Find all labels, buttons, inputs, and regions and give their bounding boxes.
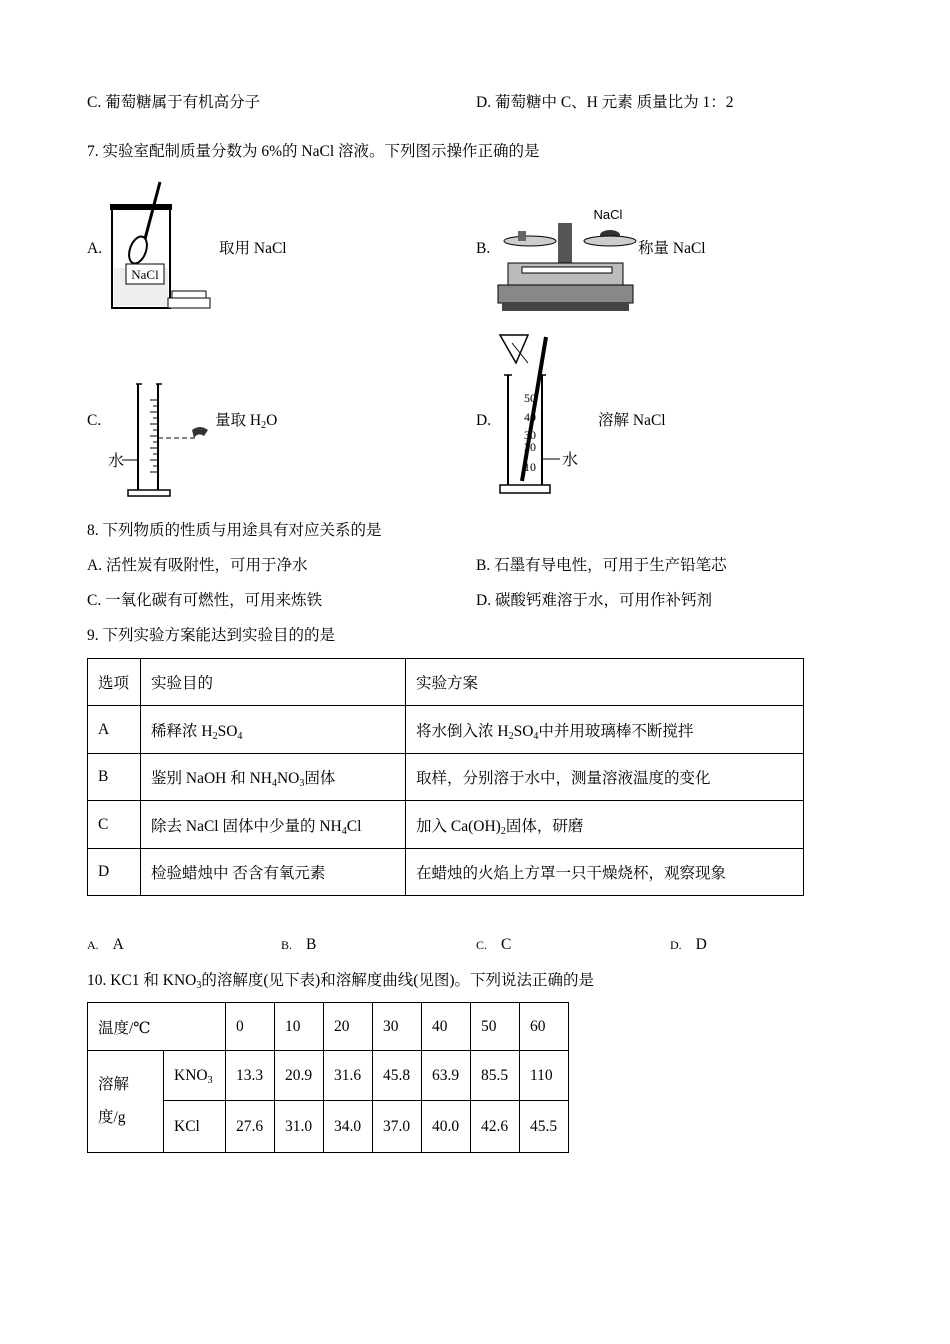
q7-d-tick-40: 40 bbox=[524, 410, 536, 424]
q7-c-graduated-cylinder-figure bbox=[108, 380, 218, 500]
q7-d-tick-50: 50 bbox=[524, 391, 536, 405]
table-header-row bbox=[88, 659, 804, 706]
q8-option-b: B. 石墨有导电性，可用于生产铅笔芯 bbox=[476, 557, 727, 574]
q7-c-water-label: 水 bbox=[108, 453, 125, 470]
q7-d-tick-20: 20 bbox=[524, 440, 536, 454]
q10-kno3-value: 13.3 bbox=[226, 1051, 275, 1101]
q10-temp-60: 60 bbox=[520, 1003, 569, 1051]
q10-temp-40: 40 bbox=[422, 1003, 471, 1051]
q7-c-caption: 量取 $H_2O$ bbox=[215, 412, 278, 431]
q10-solubility-table bbox=[87, 1002, 569, 1153]
q10-kno3-value: 63.9 bbox=[422, 1051, 471, 1101]
q7-d-water-label: 水 bbox=[562, 452, 579, 469]
q10-kcl-value: 45.5 bbox=[520, 1101, 569, 1153]
q6-option-c: C. 葡萄糖属于有机高分子 bbox=[87, 94, 261, 111]
table-header-row bbox=[88, 1003, 569, 1051]
q9-header-plan: 实验方案 bbox=[406, 659, 804, 706]
q7-d-dissolve-figure bbox=[498, 333, 588, 498]
q10-kcl-value: 31.0 bbox=[275, 1101, 324, 1153]
table-row bbox=[88, 1051, 569, 1101]
q10-kno3-value: 110 bbox=[520, 1051, 569, 1101]
q10-kcl-value: 37.0 bbox=[373, 1101, 422, 1153]
q9-answer-c: C. C bbox=[476, 936, 512, 953]
q7-c-letter: C. bbox=[87, 412, 102, 429]
q9-row-c-option: C bbox=[88, 801, 141, 849]
table-row bbox=[88, 801, 804, 849]
q9-header-goal: 实验目的 bbox=[141, 659, 406, 706]
q7-d-letter: D. bbox=[476, 412, 492, 429]
q7-a-reagent-bottle-figure bbox=[110, 178, 215, 313]
q7-b-label: NaCl bbox=[593, 207, 623, 222]
q7-a-letter: A. bbox=[87, 240, 103, 257]
q10-kcl-value: 42.6 bbox=[471, 1101, 520, 1153]
q9-row-d-plan: 在蜡烛的火焰上方罩一只干燥烧杯，观察现象 bbox=[406, 849, 804, 896]
q9-row-b-option: B bbox=[88, 754, 141, 801]
table-row bbox=[88, 849, 804, 896]
q7-d-tick-30: 30 bbox=[524, 428, 536, 442]
q8-option-c: C. 一氧化碳有可燃性，可用来炼铁 bbox=[87, 592, 323, 609]
q9-row-b-plan: 取样，分别溶于水中，测量溶液温度的变化 bbox=[406, 754, 804, 801]
q10-temp-30: 30 bbox=[373, 1003, 422, 1051]
q7-b-balance-figure bbox=[498, 205, 633, 313]
q9-row-b-goal: 鉴别 NaOH 和 $NH_4NO_3$固体 bbox=[141, 754, 406, 801]
q8-stem: 8. 下列物质的性质与用途具有对应关系的是 bbox=[87, 522, 382, 539]
q10-temp-50: 50 bbox=[471, 1003, 520, 1051]
q7-a-caption: 取用 NaCl bbox=[219, 240, 287, 257]
q9-row-a-plan: 将水倒入浓 $H_2SO_4$中并用玻璃棒不断搅拌 bbox=[406, 706, 804, 754]
q9-answer-b: B. B bbox=[281, 936, 317, 953]
q9-row-d-option: D bbox=[88, 849, 141, 896]
q10-stem: 10. KC1 和 $KNO_3$的溶解度(见下表)和溶解度曲线(见图)。下列说法正确的是 bbox=[87, 972, 595, 991]
q9-row-c-plan: 加入 $Ca(OH)_2$固体，研磨 bbox=[406, 801, 804, 849]
q10-kno3-label: $KNO_3$ bbox=[164, 1051, 226, 1101]
table-row bbox=[88, 706, 804, 754]
q9-row-d-goal: 检验蜡烛中 否含有氧元素 bbox=[141, 849, 406, 896]
q10-kcl-value: 27.6 bbox=[226, 1101, 275, 1153]
q7-b-caption: 称量 NaCl bbox=[638, 240, 706, 257]
q10-kno3-value: 45.8 bbox=[373, 1051, 422, 1101]
q7-a-label: NaCl bbox=[131, 267, 159, 282]
q10-temp-10: 10 bbox=[275, 1003, 324, 1051]
q10-kcl-value: 40.0 bbox=[422, 1101, 471, 1153]
q9-row-a-goal: 稀释浓 $H_2SO_4$ bbox=[141, 706, 406, 754]
q10-kcl-label: KCl bbox=[164, 1101, 226, 1153]
q9-answer-d: D. D bbox=[670, 936, 707, 953]
q7-stem: 7. 实验室配制质量分数为 6%的 NaCl 溶液。下列图示操作正确的是 bbox=[87, 143, 540, 160]
table-row bbox=[88, 754, 804, 801]
q10-kno3-value: 31.6 bbox=[324, 1051, 373, 1101]
q10-kcl-value: 34.0 bbox=[324, 1101, 373, 1153]
q9-row-c-goal: 除去 NaCl 固体中少量的 $NH_4Cl$ bbox=[141, 801, 406, 849]
q10-temp-label: 温度/℃ bbox=[88, 1003, 226, 1051]
q9-stem: 9. 下列实验方案能达到实验目的的是 bbox=[87, 627, 336, 644]
q10-kno3-value: 20.9 bbox=[275, 1051, 324, 1101]
q8-option-a: A. 活性炭有吸附性，可用于净水 bbox=[87, 557, 308, 574]
q10-temp-0: 0 bbox=[226, 1003, 275, 1051]
q9-table bbox=[87, 658, 804, 896]
q10-solubility-label: 溶解 度/g bbox=[88, 1051, 164, 1153]
q9-row-a-option: A bbox=[88, 706, 141, 754]
q6-option-d: D. 葡萄糖中 C、H 元素 质量比为 1：2 bbox=[476, 94, 734, 111]
q8-option-d: D. 碳酸钙难溶于水，可用作补钙剂 bbox=[476, 592, 712, 609]
q7-d-tick-10: 10 bbox=[524, 460, 536, 474]
q10-temp-20: 20 bbox=[324, 1003, 373, 1051]
q9-answer-a: A. A bbox=[87, 936, 124, 953]
q7-d-caption: 溶解 NaCl bbox=[598, 412, 666, 429]
q9-header-option: 选项 bbox=[88, 659, 141, 706]
q7-b-letter: B. bbox=[476, 240, 491, 257]
q10-kno3-value: 85.5 bbox=[471, 1051, 520, 1101]
